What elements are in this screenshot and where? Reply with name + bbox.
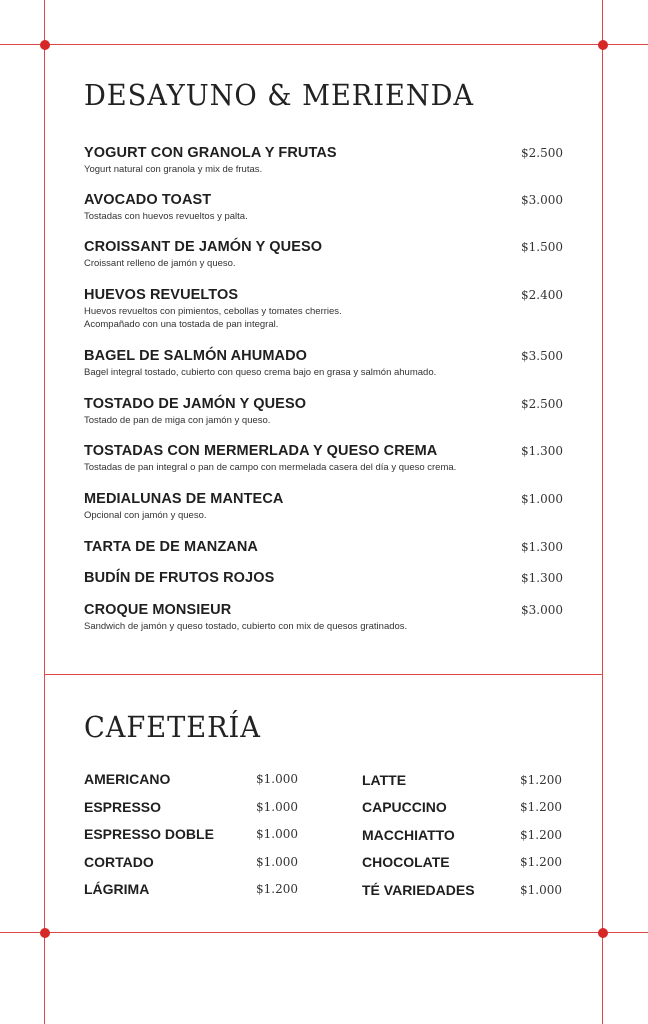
menu-item-price: $3.000 <box>521 603 563 617</box>
menu-item-price: $2.500 <box>521 146 563 160</box>
menu-item-yogurt <box>84 144 564 176</box>
menu-item-name: CROQUE MONSIEUR <box>84 602 232 618</box>
menu-item-price: $1.500 <box>521 240 563 254</box>
menu-item-description: Huevos revueltos con pimientos, cebollas y tomates cherries. Acompañado con una tostada de pan integral. <box>84 306 342 330</box>
menu-item-avocado-toast <box>84 191 564 223</box>
corner-dot-top-left <box>40 40 50 50</box>
menu-item-price: $2.500 <box>521 397 563 411</box>
frame-line-right <box>602 0 603 1024</box>
menu-item-tarta-manzana <box>84 538 564 556</box>
menu-item-bagel <box>84 347 564 379</box>
menu-item-description: Tostado de pan de miga con jamón y queso. <box>84 415 271 426</box>
menu-item-description: Yogurt natural con granola y mix de frutas. <box>84 164 263 175</box>
coffee-item-name: CORTADO <box>84 854 154 870</box>
menu-item-price: $3.500 <box>521 349 563 363</box>
coffee-item-name: LÁGRIMA <box>84 881 150 897</box>
coffee-item-price: $1.200 <box>520 800 562 814</box>
coffee-item-name: ESPRESSO <box>84 799 162 815</box>
coffee-item-name: CAPUCCINO <box>362 799 447 815</box>
coffee-item-name: ESPRESSO DOBLE <box>84 826 214 842</box>
menu-item-croque-monsieur <box>84 601 564 633</box>
menu-item-description: Opcional con jamón y queso. <box>84 510 207 521</box>
menu-item-budin <box>84 569 564 587</box>
menu-item-description: Croissant relleno de jamón y queso. <box>84 258 236 269</box>
coffee-item-price: $1.200 <box>520 828 562 842</box>
coffee-item-price: $1.000 <box>256 827 298 841</box>
frame-line-top <box>0 44 648 45</box>
menu-item-tostadas-mermelada <box>84 442 564 474</box>
menu-item-description: Tostadas de pan integral o pan de campo con mermelada casera del día y queso crema. <box>84 462 457 473</box>
coffee-item-name: CHOCOLATE <box>362 854 450 870</box>
menu-item-huevos-revueltos <box>84 286 564 331</box>
menu-item-name: YOGURT CON GRANOLA Y FRUTAS <box>84 145 337 161</box>
coffee-item-name: MACCHIATTO <box>362 827 455 843</box>
coffee-item-price: $1.200 <box>256 882 298 896</box>
breakfast-section-title: DESAYUNO & MERIENDA <box>84 78 475 112</box>
menu-item-price: $1.300 <box>521 444 563 458</box>
corner-dot-bottom-right <box>598 928 608 938</box>
coffee-item-price: $1.000 <box>256 800 298 814</box>
corner-dot-top-right <box>598 40 608 50</box>
coffee-item-name: AMERICANO <box>84 771 171 787</box>
menu-item-name: TARTA DE DE MANZANA <box>84 539 259 555</box>
coffee-item-price: $1.000 <box>256 772 298 786</box>
menu-item-description: Sandwich de jamón y queso tostado, cubierto con mix de quesos gratinados. <box>84 621 408 632</box>
menu-item-name: BUDÍN DE FRUTOS ROJOS <box>84 570 275 586</box>
menu-item-description: Tostadas con huevos revueltos y palta. <box>84 211 248 222</box>
menu-item-tostado <box>84 395 564 427</box>
coffee-item-name: TÉ VARIEDADES <box>362 882 475 898</box>
menu-item-price: $3.000 <box>521 193 563 207</box>
frame-line-left <box>44 0 45 1024</box>
frame-line-bottom <box>0 932 648 933</box>
menu-item-medialunas <box>84 490 564 522</box>
corner-dot-bottom-left <box>40 928 50 938</box>
menu-item-price: $1.300 <box>521 571 563 585</box>
menu-item-name: TOSTADAS CON MERMERLADA Y QUESO CREMA <box>84 443 438 459</box>
menu-item-name: HUEVOS REVUELTOS <box>84 287 239 303</box>
menu-item-name: AVOCADO TOAST <box>84 192 212 208</box>
coffee-item-price: $1.200 <box>520 773 562 787</box>
menu-item-price: $1.000 <box>521 492 563 506</box>
menu-item-croissant <box>84 238 564 270</box>
frame-line-divider <box>44 674 603 675</box>
menu-item-name: TOSTADO DE JAMÓN Y QUESO <box>84 396 307 412</box>
coffee-item-price: $1.000 <box>520 883 562 897</box>
coffee-item-price: $1.000 <box>256 855 298 869</box>
menu-item-name: BAGEL DE SALMÓN AHUMADO <box>84 348 308 364</box>
menu-item-name: CROISSANT DE JAMÓN Y QUESO <box>84 239 323 255</box>
menu-item-price: $1.300 <box>521 540 563 554</box>
menu-item-description: Bagel integral tostado, cubierto con queso crema bajo en grasa y salmón ahumado. <box>84 367 437 378</box>
coffee-section-title: CAFETERÍA <box>84 710 261 744</box>
menu-item-name: MEDIALUNAS DE MANTECA <box>84 491 284 507</box>
coffee-item-price: $1.200 <box>520 855 562 869</box>
coffee-item-name: LATTE <box>362 772 407 788</box>
menu-item-price: $2.400 <box>521 288 563 302</box>
